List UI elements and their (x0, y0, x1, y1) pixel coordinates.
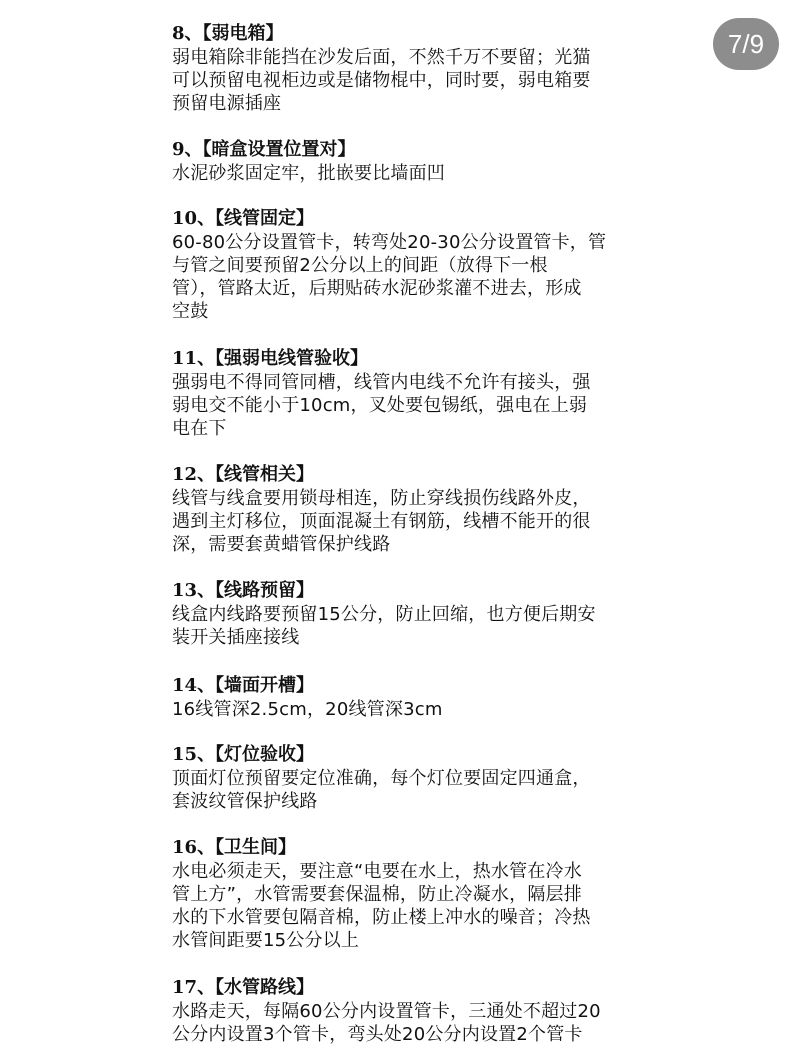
section-text-line: 电在下 (172, 418, 227, 439)
section-text-line: 可以预留电视柜边或是储物棍中，同时要，弱电箱要 (172, 70, 591, 91)
section-text-line: 水泥砂浆固定牢，批嵌要比墙面凹 (172, 163, 445, 184)
section-number: 8 (172, 23, 185, 44)
section-text-line: 弱电箱除非能挡在沙发后面，不然千万不要留；光猫 (172, 47, 591, 68)
section-text-line: 水电必须走天，要注意“电要在水上，热水管在冷水 (172, 861, 582, 882)
section-number: 15 (172, 744, 198, 765)
section-heading (172, 674, 642, 698)
section-heading (172, 138, 642, 162)
section-heading (172, 22, 642, 46)
section-number: 16 (172, 837, 198, 858)
section-heading (172, 976, 642, 1000)
section-15 (172, 743, 642, 813)
section-text-line: 遇到主灯移位，顶面混凝土有钢筋，线槽不能开的很 (172, 511, 591, 532)
section-16 (172, 836, 642, 952)
section-text-line: 水的下水管要包隔音棉，防止楼上冲水的噪音；冷热 (172, 907, 591, 928)
section-10 (172, 207, 642, 323)
section-number: 10 (172, 208, 198, 229)
section-title: 、【强弱电线管验收】 (197, 348, 369, 369)
section-heading (172, 207, 642, 231)
section-text-line: 公分内设置3个管卡，弯头处20公分内设置2个管卡 (172, 1024, 583, 1045)
section-text-line: 空鼓 (172, 301, 209, 322)
section-text-line: 弱电交不能小于10cm，叉处要包锡纸，强电在上弱 (172, 395, 588, 416)
section-text-line: 线盒内线路要预留15公分，防止回缩，也方便后期安 (172, 604, 596, 625)
section-title: 、【弱电箱】 (184, 23, 284, 44)
section-text-line: 与管之间要预留2公分以上的间距（放得下一根 (172, 255, 548, 276)
section-text-line: 装开关插座接线 (172, 627, 300, 648)
section-text-line: 水路走天，每隔60公分内设置管卡，三通处不超过20 (172, 1001, 601, 1022)
section-title: 、【暗盒设置位置对】 (184, 139, 356, 160)
section-text-line: 套波纹管保护线路 (172, 791, 318, 812)
section-14 (172, 674, 642, 721)
section-number: 14 (172, 675, 198, 696)
section-title: 、【水管路线】 (197, 977, 315, 998)
section-13 (172, 579, 642, 649)
section-heading (172, 743, 642, 767)
section-title: 、【灯位验收】 (197, 744, 315, 765)
section-9 (172, 138, 642, 185)
section-heading (172, 579, 642, 603)
section-text-line: 预留电源插座 (172, 93, 282, 114)
section-heading (172, 463, 642, 487)
section-title: 、【墙面开槽】 (197, 675, 315, 696)
section-8 (172, 22, 642, 115)
section-text-line: 16线管深2.5cm，20线管深3cm (172, 699, 443, 720)
section-title: 、【线管相关】 (197, 464, 315, 485)
section-12 (172, 463, 642, 556)
section-11 (172, 347, 642, 440)
section-number: 9 (172, 139, 185, 160)
section-number: 17 (172, 977, 198, 998)
section-title: 、【线路预留】 (197, 580, 315, 601)
section-17 (172, 976, 642, 1046)
section-text-line: 深，需要套黄蜡管保护线路 (172, 534, 391, 555)
section-title: 、【线管固定】 (197, 208, 315, 229)
section-number: 11 (172, 348, 198, 369)
section-text-line: 水管间距要15公分以上 (172, 930, 360, 951)
section-text-line: 60-80公分设置管卡，转弯处20-30公分设置管卡，管 (172, 232, 607, 253)
section-text-line: 管），管路太近，后期贴砖水泥砂浆灌不进去，形成 (172, 278, 582, 299)
page-indicator-badge: 7/9 (713, 18, 779, 70)
section-text-line: 顶面灯位预留要定位准确，每个灯位要固定四通盒， (172, 768, 591, 789)
section-number: 13 (172, 580, 198, 601)
section-text-line: 线管与线盒要用锁母相连，防止穿线损伤线路外皮， (172, 488, 591, 509)
section-text-line: 管上方”，水管需要套保温棉，防止冷凝水，隔层排 (172, 884, 582, 905)
section-number: 12 (172, 464, 198, 485)
section-text-line: 强弱电不得同管同槽，线管内电线不允许有接头，强 (172, 372, 591, 393)
section-heading (172, 836, 642, 860)
section-title: 、【卫生间】 (197, 837, 297, 858)
section-heading (172, 347, 642, 371)
